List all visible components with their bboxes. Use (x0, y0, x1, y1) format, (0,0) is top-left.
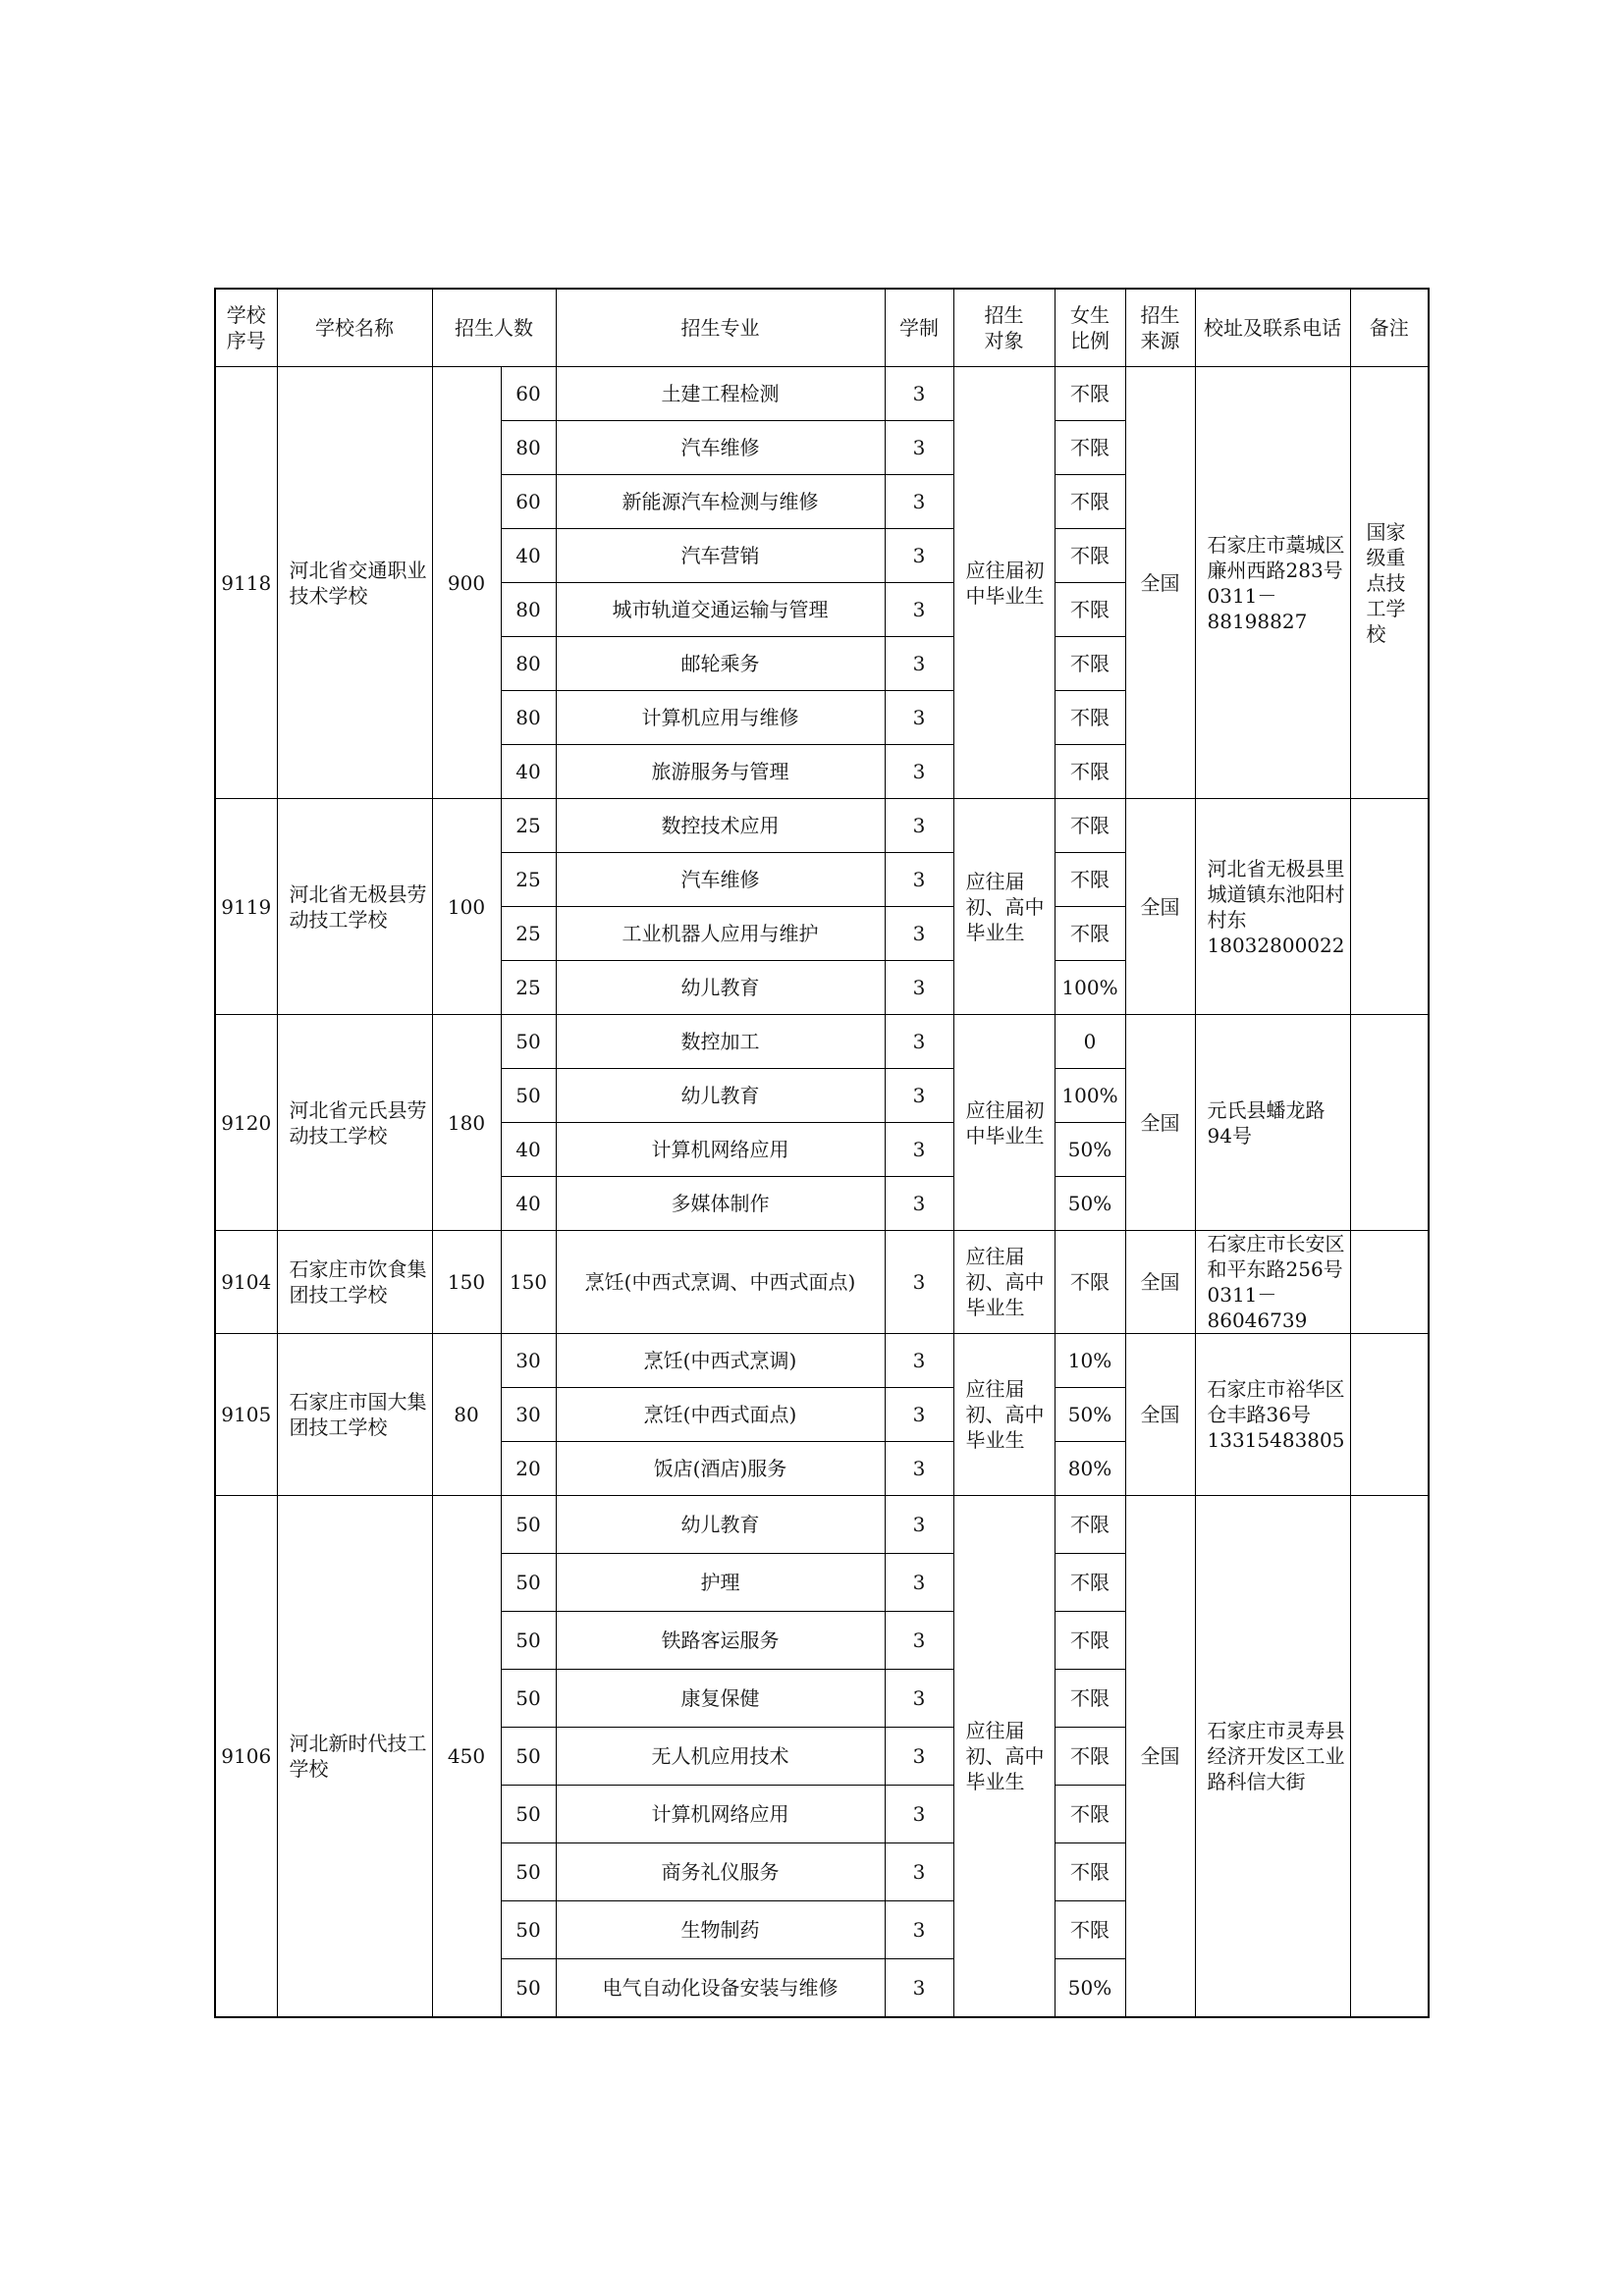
header-female: 女生 比例 (1055, 289, 1125, 367)
major-count: 40 (501, 529, 556, 583)
major-female: 不限 (1055, 799, 1125, 853)
major-name: 计算机应用与维修 (556, 691, 885, 745)
major-female: 50% (1055, 1177, 1125, 1231)
major-female: 100% (1055, 1069, 1125, 1123)
major-female: 不限 (1055, 1843, 1125, 1901)
major-name: 工业机器人应用与维护 (556, 907, 885, 961)
major-female: 不限 (1055, 745, 1125, 799)
school-seq: 9119 (215, 799, 277, 1015)
major-count: 50 (501, 1015, 556, 1069)
major-count: 80 (501, 421, 556, 475)
major-female: 不限 (1055, 529, 1125, 583)
major-count: 50 (501, 1670, 556, 1728)
school-target: 应往届初、高中毕业生 (953, 1334, 1055, 1496)
school-total: 900 (432, 367, 501, 799)
major-name: 数控技术应用 (556, 799, 885, 853)
major-years: 3 (885, 529, 953, 583)
school-source: 全国 (1125, 1015, 1195, 1231)
major-years: 3 (885, 1334, 953, 1388)
major-count: 50 (501, 1612, 556, 1670)
major-years: 3 (885, 1554, 953, 1612)
school-note (1350, 1231, 1429, 1334)
school-source: 全国 (1125, 1496, 1195, 2017)
header-address: 校址及联系电话 (1195, 289, 1350, 367)
table-row (215, 1231, 1429, 1334)
header-row (215, 289, 1429, 367)
major-years: 3 (885, 1959, 953, 2017)
major-female: 不限 (1055, 853, 1125, 907)
table-row (215, 367, 1429, 421)
major-years: 3 (885, 907, 953, 961)
school-source: 全国 (1125, 1334, 1195, 1496)
major-female: 不限 (1055, 1786, 1125, 1843)
table-row (215, 799, 1429, 853)
school-address: 元氏县蟠龙路94号 (1195, 1015, 1350, 1231)
major-years: 3 (885, 691, 953, 745)
major-female: 不限 (1055, 1612, 1125, 1670)
header-target: 招生 对象 (953, 289, 1055, 367)
major-years: 3 (885, 745, 953, 799)
major-years: 3 (885, 1388, 953, 1442)
school-address: 石家庄市裕华区仓丰路36号13315483805 (1195, 1334, 1350, 1496)
major-female: 0 (1055, 1015, 1125, 1069)
school-total: 450 (432, 1496, 501, 2017)
major-count: 50 (501, 1728, 556, 1786)
major-count: 60 (501, 367, 556, 421)
major-name: 幼儿教育 (556, 1069, 885, 1123)
major-count: 50 (501, 1069, 556, 1123)
major-years: 3 (885, 1496, 953, 1554)
table-row (215, 1334, 1429, 1388)
major-female: 不限 (1055, 421, 1125, 475)
major-years: 3 (885, 1015, 953, 1069)
major-count: 80 (501, 637, 556, 691)
table-body (215, 367, 1429, 2017)
major-count: 80 (501, 583, 556, 637)
school-note (1350, 1334, 1429, 1496)
major-name: 汽车营销 (556, 529, 885, 583)
major-female: 不限 (1055, 1728, 1125, 1786)
major-count: 50 (501, 1554, 556, 1612)
major-years: 3 (885, 799, 953, 853)
major-count: 60 (501, 475, 556, 529)
school-target: 应往届初中毕业生 (953, 1015, 1055, 1231)
major-name: 烹饪(中西式面点) (556, 1388, 885, 1442)
major-name: 汽车维修 (556, 421, 885, 475)
major-years: 3 (885, 1728, 953, 1786)
major-name: 电气自动化设备安装与维修 (556, 1959, 885, 2017)
school-name: 石家庄市国大集团技工学校 (277, 1334, 432, 1496)
major-years: 3 (885, 1231, 953, 1334)
header-source: 招生 来源 (1125, 289, 1195, 367)
school-name: 河北省交通职业技术学校 (277, 367, 432, 799)
header-quota: 招生人数 (432, 289, 556, 367)
major-count: 40 (501, 1177, 556, 1231)
table-row (215, 1015, 1429, 1069)
major-years: 3 (885, 367, 953, 421)
major-female: 50% (1055, 1388, 1125, 1442)
header-name: 学校名称 (277, 289, 432, 367)
major-years: 3 (885, 853, 953, 907)
major-years: 3 (885, 1069, 953, 1123)
major-years: 3 (885, 583, 953, 637)
major-years: 3 (885, 961, 953, 1015)
major-name: 土建工程检测 (556, 367, 885, 421)
school-name: 河北省无极县劳动技工学校 (277, 799, 432, 1015)
school-seq: 9106 (215, 1496, 277, 2017)
major-name: 烹饪(中西式烹调) (556, 1334, 885, 1388)
school-seq: 9120 (215, 1015, 277, 1231)
school-note (1350, 799, 1429, 1015)
major-years: 3 (885, 1786, 953, 1843)
school-target: 应往届初、高中毕业生 (953, 1231, 1055, 1334)
major-female: 不限 (1055, 1231, 1125, 1334)
school-name: 河北省元氏县劳动技工学校 (277, 1015, 432, 1231)
major-name: 商务礼仪服务 (556, 1843, 885, 1901)
major-name: 无人机应用技术 (556, 1728, 885, 1786)
major-female: 不限 (1055, 907, 1125, 961)
major-name: 计算机网络应用 (556, 1123, 885, 1177)
major-count: 25 (501, 961, 556, 1015)
school-seq: 9105 (215, 1334, 277, 1496)
major-female: 100% (1055, 961, 1125, 1015)
major-name: 幼儿教育 (556, 961, 885, 1015)
major-name: 康复保健 (556, 1670, 885, 1728)
major-female: 10% (1055, 1334, 1125, 1388)
school-target: 应往届初、高中毕业生 (953, 1496, 1055, 2017)
header-major: 招生专业 (556, 289, 885, 367)
school-note: 国家级重点技工学校 (1350, 367, 1429, 799)
major-female: 不限 (1055, 583, 1125, 637)
header-note: 备注 (1350, 289, 1429, 367)
header-seq: 学校 序号 (215, 289, 277, 367)
major-years: 3 (885, 1670, 953, 1728)
major-female: 不限 (1055, 475, 1125, 529)
major-years: 3 (885, 475, 953, 529)
major-count: 50 (501, 1959, 556, 2017)
major-name: 幼儿教育 (556, 1496, 885, 1554)
major-name: 生物制药 (556, 1901, 885, 1959)
major-count: 40 (501, 745, 556, 799)
school-total: 80 (432, 1334, 501, 1496)
school-total: 150 (432, 1231, 501, 1334)
major-count: 40 (501, 1123, 556, 1177)
major-count: 25 (501, 907, 556, 961)
major-female: 50% (1055, 1123, 1125, 1177)
school-source: 全国 (1125, 1231, 1195, 1334)
school-source: 全国 (1125, 367, 1195, 799)
major-count: 50 (501, 1901, 556, 1959)
header-years: 学制 (885, 289, 953, 367)
school-total: 100 (432, 799, 501, 1015)
major-years: 3 (885, 421, 953, 475)
school-address: 石家庄市灵寿县经济开发区工业路科信大街 (1195, 1496, 1350, 2017)
major-name: 铁路客运服务 (556, 1612, 885, 1670)
school-name: 河北新时代技工学校 (277, 1496, 432, 2017)
major-name: 汽车维修 (556, 853, 885, 907)
major-count: 25 (501, 799, 556, 853)
major-female: 不限 (1055, 637, 1125, 691)
major-count: 25 (501, 853, 556, 907)
major-female: 50% (1055, 1959, 1125, 2017)
enrollment-table (214, 288, 1430, 2018)
major-female: 不限 (1055, 1901, 1125, 1959)
major-years: 3 (885, 637, 953, 691)
major-years: 3 (885, 1843, 953, 1901)
school-seq: 9104 (215, 1231, 277, 1334)
major-name: 多媒体制作 (556, 1177, 885, 1231)
major-count: 20 (501, 1442, 556, 1496)
major-female: 不限 (1055, 1554, 1125, 1612)
major-female: 不限 (1055, 1496, 1125, 1554)
major-name: 新能源汽车检测与维修 (556, 475, 885, 529)
school-seq: 9118 (215, 367, 277, 799)
major-name: 邮轮乘务 (556, 637, 885, 691)
major-years: 3 (885, 1177, 953, 1231)
school-name: 石家庄市饮食集团技工学校 (277, 1231, 432, 1334)
major-years: 3 (885, 1612, 953, 1670)
major-name: 烹饪(中西式烹调、中西式面点) (556, 1231, 885, 1334)
major-name: 旅游服务与管理 (556, 745, 885, 799)
major-name: 数控加工 (556, 1015, 885, 1069)
major-female: 不限 (1055, 1670, 1125, 1728)
major-count: 50 (501, 1496, 556, 1554)
school-source: 全国 (1125, 799, 1195, 1015)
school-address: 河北省无极县里城道镇东池阳村村东18032800022 (1195, 799, 1350, 1015)
table-row (215, 1496, 1429, 1554)
school-target: 应往届初中毕业生 (953, 367, 1055, 799)
major-female: 不限 (1055, 367, 1125, 421)
major-female: 80% (1055, 1442, 1125, 1496)
major-name: 护理 (556, 1554, 885, 1612)
major-name: 饭店(酒店)服务 (556, 1442, 885, 1496)
major-name: 城市轨道交通运输与管理 (556, 583, 885, 637)
major-years: 3 (885, 1901, 953, 1959)
major-count: 80 (501, 691, 556, 745)
school-address: 石家庄市藁城区廉州西路283号0311－88198827 (1195, 367, 1350, 799)
major-count: 30 (501, 1334, 556, 1388)
school-note (1350, 1496, 1429, 2017)
major-count: 50 (501, 1843, 556, 1901)
school-address: 石家庄市长安区和平东路256号0311－86046739 (1195, 1231, 1350, 1334)
school-target: 应往届初、高中毕业生 (953, 799, 1055, 1015)
school-total: 180 (432, 1015, 501, 1231)
major-name: 计算机网络应用 (556, 1786, 885, 1843)
school-note (1350, 1015, 1429, 1231)
major-count: 150 (501, 1231, 556, 1334)
major-years: 3 (885, 1123, 953, 1177)
major-years: 3 (885, 1442, 953, 1496)
major-female: 不限 (1055, 691, 1125, 745)
major-count: 50 (501, 1786, 556, 1843)
major-count: 30 (501, 1388, 556, 1442)
